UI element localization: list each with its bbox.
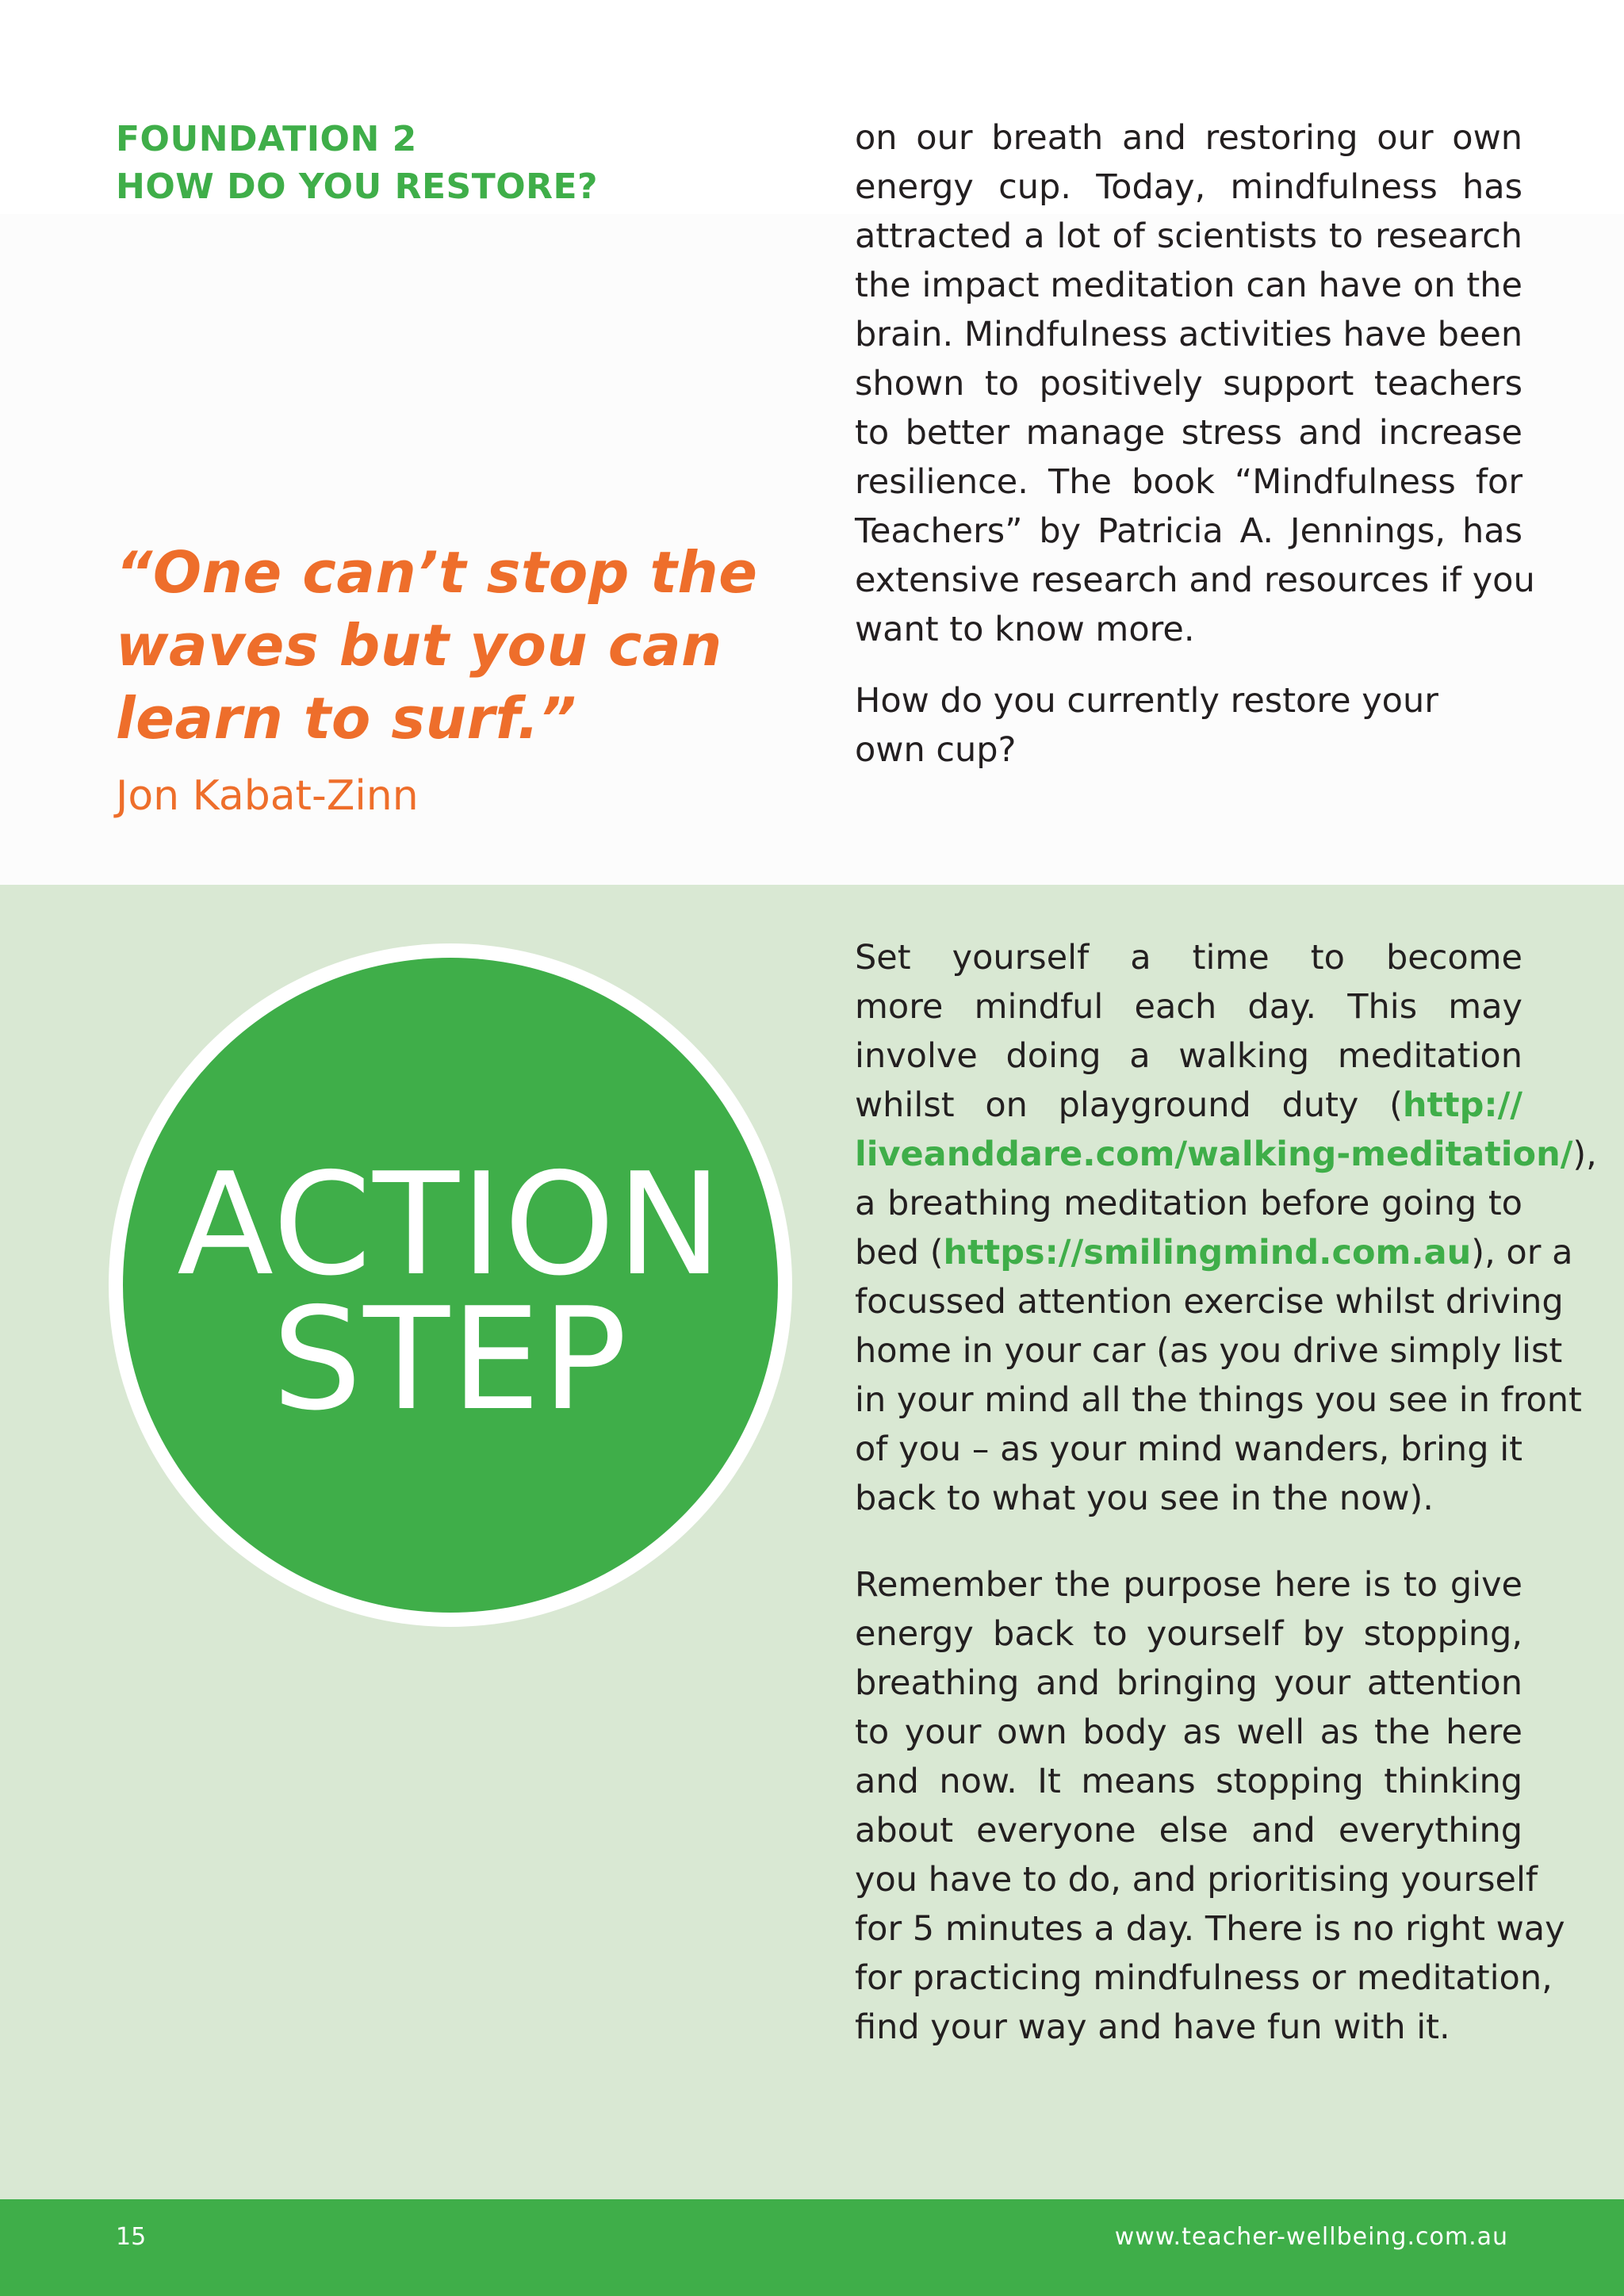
paragraph-line: a breathing meditation before going to bbox=[855, 1184, 1522, 1223]
line-text: ), bbox=[1572, 1135, 1597, 1174]
paragraph-line: Teachers” by Patricia A. Jennings, has bbox=[855, 511, 1522, 551]
paragraph-line: back to what you see in the now). bbox=[855, 1479, 1434, 1518]
paragraph-line: find your way and have fun with it. bbox=[855, 2007, 1450, 2047]
action-step-title: ACTION bbox=[177, 1142, 724, 1307]
page-title: HOW DO YOU RESTORE? bbox=[116, 166, 599, 207]
paragraph-line: to better manage stress and increase bbox=[855, 413, 1522, 453]
quote-line: waves but you can bbox=[116, 612, 722, 679]
paragraph-line bbox=[855, 1228, 1573, 1277]
paragraph-line: on our breath and restoring our own bbox=[855, 118, 1522, 158]
paragraph-line: want to know more. bbox=[855, 610, 1195, 649]
paragraph-line: involve doing a walking meditation bbox=[855, 1036, 1522, 1076]
paragraph-line: attracted a lot of scientists to research bbox=[855, 216, 1522, 256]
paragraph-line: home in your car (as you drive simply list bbox=[855, 1331, 1563, 1371]
quote-author: Jon Kabat-Zinn bbox=[116, 772, 419, 820]
foundation-label: FOUNDATION 2 bbox=[116, 119, 417, 159]
action-paragraph-2 bbox=[855, 1560, 1565, 2052]
page-number: 15 bbox=[116, 2223, 147, 2251]
paragraph-line: for 5 minutes a day. There is no right way bbox=[855, 1909, 1565, 1949]
action-paragraph-1 bbox=[855, 933, 1597, 1523]
quote-line: learn to surf.” bbox=[116, 685, 577, 752]
paragraph-line: focussed attention exercise whilst driving bbox=[855, 1282, 1564, 1322]
paragraph-line: about everyone else and everything bbox=[855, 1811, 1522, 1850]
paragraph-line bbox=[855, 1130, 1597, 1179]
paragraph-line: to your own body as well as the here bbox=[855, 1712, 1522, 1752]
section-heading bbox=[116, 116, 671, 211]
paragraph-line: Set yourself a time to become bbox=[855, 938, 1522, 978]
question-line: How do you currently restore your bbox=[855, 681, 1438, 721]
question-line: own cup? bbox=[855, 730, 1017, 770]
intro-paragraph bbox=[855, 113, 1535, 654]
walking-meditation-link-part2[interactable]: liveanddare.com/walking-meditation/ bbox=[855, 1135, 1573, 1174]
paragraph-line: breathing and bringing your attention bbox=[855, 1663, 1522, 1703]
paragraph-line: for practicing mindfulness or meditation, bbox=[855, 1958, 1553, 1998]
paragraph-line: energy cup. Today, mindfulness has bbox=[855, 167, 1522, 207]
action-step-subtitle: STEP bbox=[272, 1277, 629, 1441]
walking-meditation-link-part1[interactable]: http:// bbox=[1402, 1085, 1522, 1125]
line-text: whilst on playground duty ( bbox=[855, 1085, 1403, 1125]
paragraph-line: shown to positively support teachers bbox=[855, 364, 1522, 404]
line-text: ), or a bbox=[1471, 1233, 1573, 1272]
paragraph-line: brain. Mindfulness activities have been bbox=[855, 315, 1523, 354]
line-text: bed ( bbox=[855, 1233, 944, 1272]
paragraph-line: in your mind all the things you see in front bbox=[855, 1380, 1582, 1420]
paragraph-line: extensive research and resources if you bbox=[855, 561, 1535, 600]
paragraph-line: you have to do, and prioritising yourself bbox=[855, 1860, 1538, 1900]
smiling-mind-link[interactable]: https://smilingmind.com.au bbox=[943, 1233, 1472, 1272]
paragraph-line: of you – as your mind wanders, bring it bbox=[855, 1429, 1522, 1469]
paragraph-line: more mindful each day. This may bbox=[855, 987, 1522, 1027]
paragraph-line: energy back to yourself by stopping, bbox=[855, 1614, 1522, 1654]
pull-quote bbox=[116, 536, 758, 755]
paragraph-line: and now. It means stopping thinking bbox=[855, 1762, 1522, 1801]
quote-line: “One can’t stop the bbox=[116, 539, 758, 606]
paragraph-line: the impact meditation can have on the bbox=[855, 266, 1522, 305]
paragraph-line bbox=[855, 1081, 1522, 1130]
paragraph-line: resilience. The book “Mindfulness for bbox=[855, 462, 1522, 502]
website-link[interactable]: www.teacher-wellbeing.com.au bbox=[1114, 2223, 1508, 2251]
reflection-question bbox=[855, 676, 1522, 775]
paragraph-line: Remember the purpose here is to give bbox=[855, 1565, 1522, 1605]
